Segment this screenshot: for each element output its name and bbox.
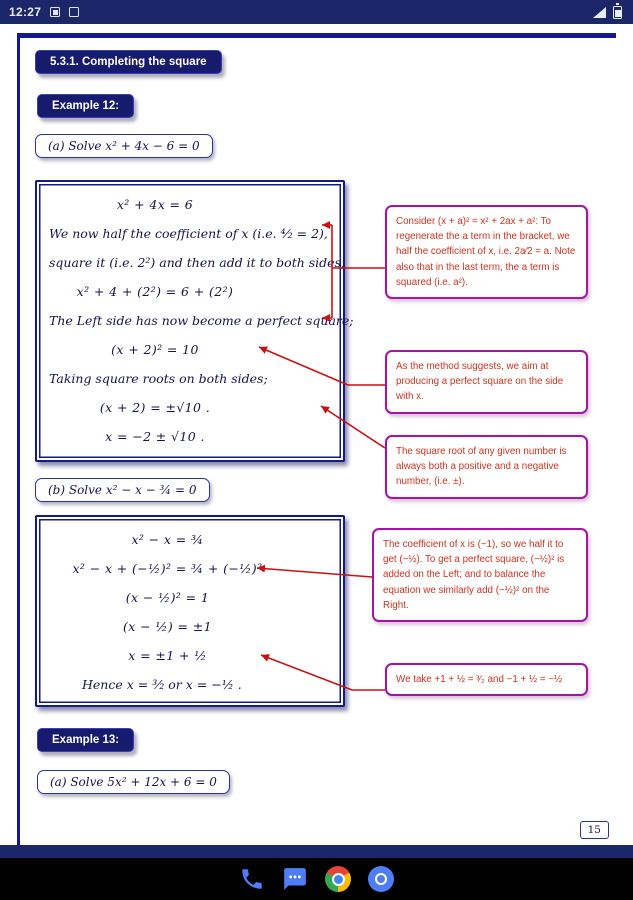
battery-icon xyxy=(613,6,622,19)
math-line: (x + 2) = ±√10 . xyxy=(99,400,211,415)
screenshot-icon xyxy=(50,7,60,17)
page-bottom-rule xyxy=(0,845,633,858)
messages-icon[interactable] xyxy=(282,866,308,892)
math-line: x² + 4 + (2²) = 6 + (2²) xyxy=(76,284,234,299)
page-top-rule xyxy=(17,33,616,38)
math-line: x² − x + (−½)² = ¾ + (−½)² xyxy=(72,561,263,576)
math-line: x = −2 ± √10 . xyxy=(105,429,205,444)
chrome-icon[interactable] xyxy=(325,866,351,892)
page-number-badge: 15 xyxy=(580,821,609,839)
camera-icon[interactable] xyxy=(368,866,394,892)
android-dock xyxy=(0,858,633,900)
problem-13a-text: (a) Solve 5x² + 12x + 6 = 0 xyxy=(50,775,217,789)
status-bar xyxy=(0,0,633,24)
math-line: x² − x = ¾ xyxy=(131,532,204,547)
math-conclusion: Hence x = ³⁄₂ or x = −½ . xyxy=(82,677,242,692)
annotation-callout: The coefficient of x is (−1), so we half it to get (−½). To get a perfect square, (−½)² is added on the Left; and to balance the equation we similarly add (−½)² on the Right. xyxy=(372,528,588,622)
math-commentary: square it (i.e. 2²) and then add it to both sides; xyxy=(49,255,346,270)
problem-b-text: (b) Solve x² − x − ¾ = 0 xyxy=(48,483,197,497)
sd-card-icon xyxy=(69,7,79,17)
worked-solution-box-a xyxy=(35,180,354,462)
section-title: 5.3.1. Completing the square xyxy=(50,56,207,68)
annotation-callout: As the method suggests, we aim at producing a perfect square on the side with x. xyxy=(385,350,588,414)
example-12-banner xyxy=(37,94,134,118)
annotation-callout: Consider (x + a)² = x² + 2ax + a²: To regenerate the a term in the bracket, we half the coefficient of x, i.e. 2a⁄2 = a. Note also that in the last term, the a term is squared (i.e. a²). xyxy=(385,205,588,299)
math-commentary: Taking square roots on both sides; xyxy=(49,371,268,386)
math-line: x² + 4x = 6 xyxy=(116,197,194,212)
problem-a-text: (a) Solve x² + 4x − 6 = 0 xyxy=(48,139,200,153)
math-commentary: We now half the coefficient of x (i.e. ⁴⁄₂ = 2), xyxy=(49,226,328,241)
math-line: x = ±1 + ½ xyxy=(128,648,207,663)
document-page[interactable] xyxy=(0,24,633,845)
annotation-callout: The square root of any given number is always both a positive and a negative number, (i.e. ±). xyxy=(385,435,588,499)
worked-solution-box-b xyxy=(35,515,345,707)
problem-statement-13a xyxy=(37,770,230,794)
problem-statement-a xyxy=(35,134,213,158)
wifi-icon xyxy=(593,7,606,18)
phone-icon[interactable] xyxy=(239,866,265,892)
example-13-label: Example 13: xyxy=(52,734,120,746)
status-time: 12:27 xyxy=(9,5,42,19)
page-left-rule xyxy=(17,33,20,845)
problem-statement-b xyxy=(35,478,210,502)
math-line: (x − ½)² = 1 xyxy=(125,590,210,605)
math-line: (x − ½) = ±1 xyxy=(123,619,212,634)
example-13-banner xyxy=(37,728,134,752)
example-12-label: Example 12: xyxy=(52,100,120,112)
section-title-banner xyxy=(35,50,222,74)
annotation-callout: We take +1 + ½ = ³⁄₂ and −1 + ½ = −½ xyxy=(385,663,588,696)
math-line: (x + 2)² = 10 xyxy=(111,342,199,357)
math-commentary: The Left side has now become a perfect square; xyxy=(49,313,354,328)
